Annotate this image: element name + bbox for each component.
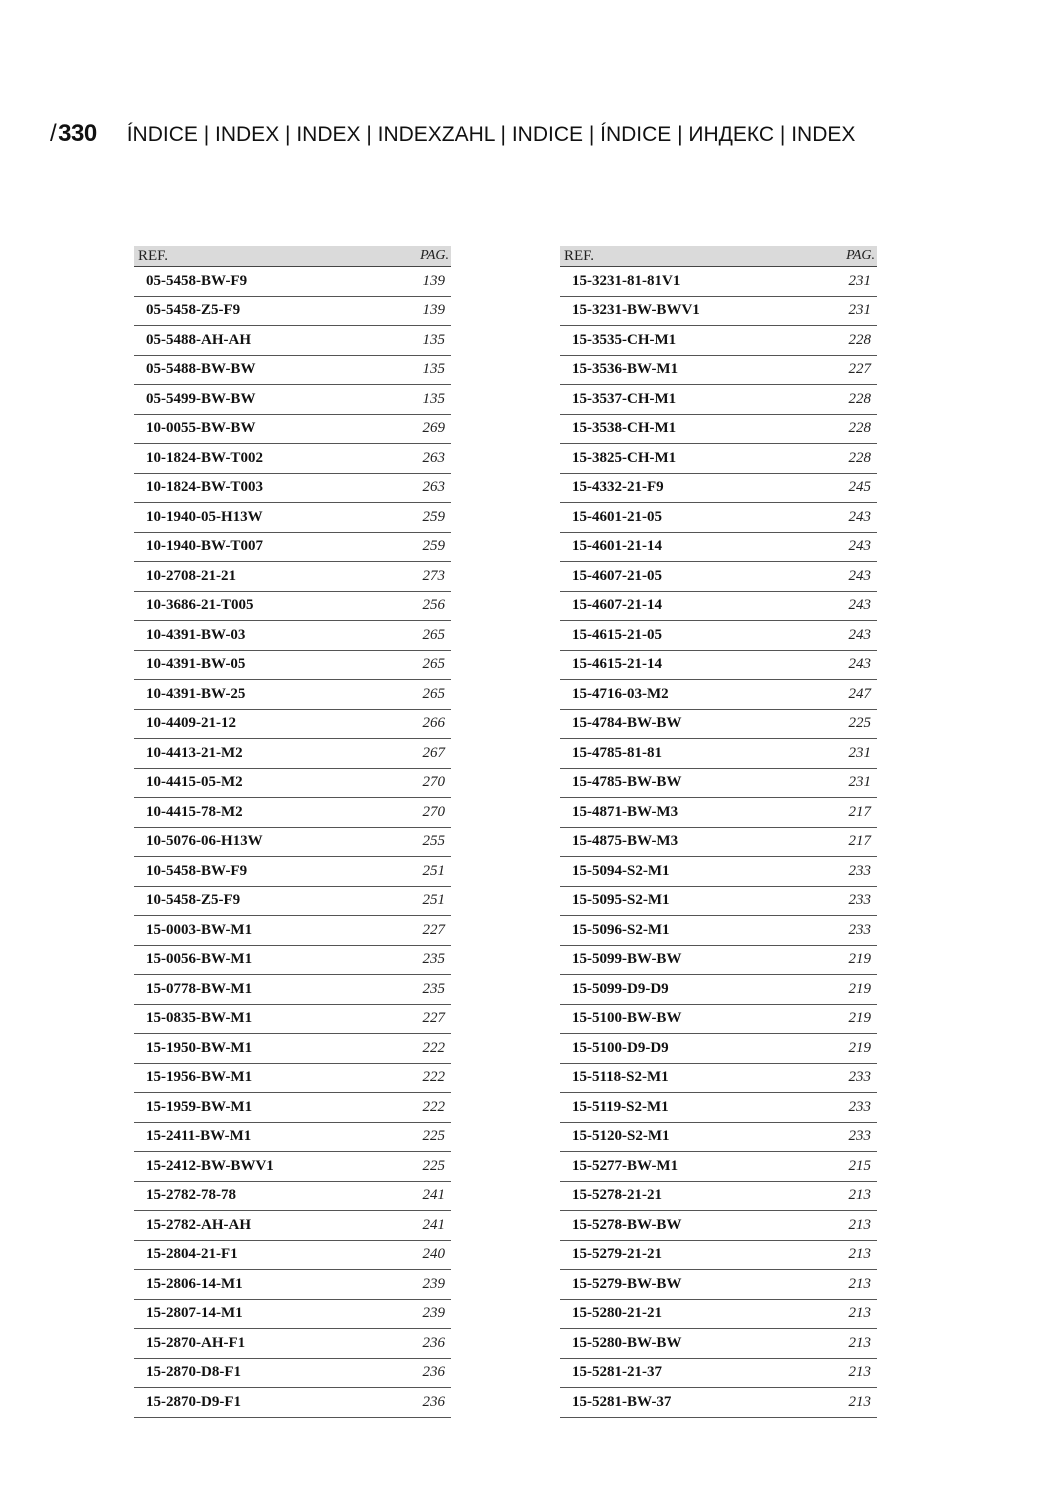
page-ref: 259 <box>422 538 445 555</box>
page-ref: 243 <box>848 597 871 614</box>
ref-code: 15-4615-21-05 <box>572 626 662 643</box>
page-ref: 251 <box>422 862 445 879</box>
page-ref: 243 <box>848 656 871 673</box>
ref-code: 10-3686-21-T005 <box>146 597 254 614</box>
ref-code: 15-4784-BW-BW <box>572 715 682 732</box>
page-ref: 265 <box>422 656 445 673</box>
page-ref: 217 <box>848 803 871 820</box>
page-ref: 243 <box>848 508 871 525</box>
page-ref: 139 <box>422 272 445 289</box>
ref-code: 10-4391-BW-25 <box>146 685 246 702</box>
ref-code: 05-5458-Z5-F9 <box>146 302 241 319</box>
index-row <box>560 1329 877 1359</box>
ref-code: 15-0778-BW-M1 <box>146 980 253 997</box>
ref-code: 15-5279-21-21 <box>572 1246 662 1263</box>
ref-code: 10-0055-BW-BW <box>146 420 256 437</box>
page-ref: 233 <box>848 1128 871 1145</box>
page-ref: 219 <box>848 951 871 968</box>
ref-code: 15-1956-BW-M1 <box>146 1069 253 1086</box>
ref-code: 10-2708-21-21 <box>146 567 236 584</box>
pag-header: PAG. <box>420 248 449 263</box>
page-ref: 225 <box>422 1128 445 1145</box>
index-row <box>560 680 877 710</box>
index-column-right <box>560 246 877 1418</box>
page-ref: 135 <box>422 390 445 407</box>
index-row <box>560 828 877 858</box>
ref-code: 10-4415-78-M2 <box>146 803 243 820</box>
index-row <box>560 562 877 592</box>
index-row <box>134 1270 451 1300</box>
page-ref: 135 <box>422 331 445 348</box>
page-ref: 243 <box>848 538 871 555</box>
page-ref: 236 <box>422 1334 445 1351</box>
index-row <box>134 1329 451 1359</box>
page-ref: 213 <box>848 1275 871 1292</box>
page-ref: 233 <box>848 1098 871 1115</box>
page-ref: 219 <box>848 980 871 997</box>
page-ref: 241 <box>422 1216 445 1233</box>
pag-header: PAG. <box>846 248 875 263</box>
page-ref: 213 <box>848 1393 871 1410</box>
ref-code: 15-5280-BW-BW <box>572 1334 682 1351</box>
ref-code: 15-4716-03-M2 <box>572 685 669 702</box>
column-header <box>560 246 877 267</box>
index-row <box>134 326 451 356</box>
index-row <box>134 1300 451 1330</box>
page-ref: 240 <box>422 1246 445 1263</box>
page-ref: 233 <box>848 921 871 938</box>
ref-code: 15-2870-D8-F1 <box>146 1364 241 1381</box>
index-row <box>560 798 877 828</box>
index-row <box>134 1093 451 1123</box>
index-row <box>134 798 451 828</box>
index-row <box>560 857 877 887</box>
page-ref: 233 <box>848 892 871 909</box>
page-ref: 217 <box>848 833 871 850</box>
index-row <box>134 857 451 887</box>
index-row <box>134 356 451 386</box>
ref-code: 15-5100-D9-D9 <box>572 1039 669 1056</box>
ref-code: 15-5100-BW-BW <box>572 1010 682 1027</box>
index-row <box>560 975 877 1005</box>
index-row <box>134 828 451 858</box>
page-ref: 245 <box>848 479 871 496</box>
index-row <box>134 444 451 474</box>
index-row <box>560 1152 877 1182</box>
page-ref: 227 <box>848 361 871 378</box>
ref-code: 15-2806-14-M1 <box>146 1275 243 1292</box>
page-ref: 270 <box>422 774 445 791</box>
index-row <box>560 1034 877 1064</box>
page-ref: 222 <box>422 1039 445 1056</box>
index-row <box>560 592 877 622</box>
ref-code: 15-4332-21-F9 <box>572 479 664 496</box>
ref-code: 10-4413-21-M2 <box>146 744 243 761</box>
page-ref: 235 <box>422 951 445 968</box>
ref-code: 15-5281-21-37 <box>572 1364 662 1381</box>
column-header <box>134 246 451 267</box>
index-row <box>134 474 451 504</box>
ref-code: 10-1824-BW-T003 <box>146 479 263 496</box>
index-row <box>134 621 451 651</box>
page-ref: 236 <box>422 1393 445 1410</box>
page-ref: 273 <box>422 567 445 584</box>
page-ref: 241 <box>422 1187 445 1204</box>
index-row <box>134 710 451 740</box>
index-row <box>560 326 877 356</box>
page-ref: 213 <box>848 1364 871 1381</box>
index-row <box>134 297 451 327</box>
ref-code: 15-2412-BW-BWV1 <box>146 1157 274 1174</box>
page-ref: 228 <box>848 449 871 466</box>
index-row <box>134 916 451 946</box>
ref-code: 15-4607-21-05 <box>572 567 662 584</box>
ref-code: 15-0003-BW-M1 <box>146 921 253 938</box>
ref-header: REF. <box>138 247 169 264</box>
page-ref: 213 <box>848 1187 871 1204</box>
page-ref: 231 <box>848 744 871 761</box>
ref-code: 10-5458-BW-F9 <box>146 862 248 879</box>
index-row <box>560 1359 877 1389</box>
page-ref: 243 <box>848 567 871 584</box>
index-row <box>560 533 877 563</box>
index-row <box>560 1388 877 1418</box>
page-ref: 236 <box>422 1364 445 1381</box>
index-row <box>134 1005 451 1035</box>
ref-code: 10-4391-BW-05 <box>146 656 246 673</box>
ref-code: 05-5499-BW-BW <box>146 390 256 407</box>
index-row <box>134 739 451 769</box>
page-ref: 227 <box>422 921 445 938</box>
index-row <box>134 533 451 563</box>
ref-code: 10-4415-05-M2 <box>146 774 243 791</box>
page-ref: 233 <box>848 862 871 879</box>
page-ref: 213 <box>848 1334 871 1351</box>
index-row <box>134 1064 451 1094</box>
index-row <box>560 1064 877 1094</box>
page-ref: 135 <box>422 361 445 378</box>
page-number-slash: / <box>50 120 57 147</box>
page-ref: 219 <box>848 1039 871 1056</box>
index-row <box>560 503 877 533</box>
ref-code: 15-2870-D9-F1 <box>146 1393 241 1410</box>
ref-code: 15-2782-AH-AH <box>146 1216 251 1233</box>
page-ref: 233 <box>848 1069 871 1086</box>
index-row <box>560 1182 877 1212</box>
page-ref: 213 <box>848 1305 871 1322</box>
page-ref: 213 <box>848 1246 871 1263</box>
index-row <box>134 267 451 297</box>
ref-code: 10-1940-BW-T007 <box>146 538 263 555</box>
ref-code: 15-5096-S2-M1 <box>572 921 670 938</box>
ref-code: 15-5279-BW-BW <box>572 1275 682 1292</box>
index-row <box>134 887 451 917</box>
index-row <box>560 621 877 651</box>
index-row <box>560 444 877 474</box>
index-row <box>560 1123 877 1153</box>
page-ref: 269 <box>422 420 445 437</box>
index-row <box>134 1388 451 1418</box>
page-ref: 215 <box>848 1157 871 1174</box>
index-row <box>134 503 451 533</box>
page-ref: 247 <box>848 685 871 702</box>
ref-code: 15-4601-21-05 <box>572 508 662 525</box>
index-rows <box>134 267 451 1418</box>
index-row <box>560 887 877 917</box>
page-ref: 231 <box>848 302 871 319</box>
ref-code: 10-1824-BW-T002 <box>146 449 263 466</box>
page-ref: 255 <box>422 833 445 850</box>
page-number-value: 330 <box>58 120 97 147</box>
index-row <box>560 1270 877 1300</box>
ref-code: 15-3538-CH-M1 <box>572 420 677 437</box>
ref-code: 15-5099-BW-BW <box>572 951 682 968</box>
index-row <box>560 267 877 297</box>
index-column-left <box>134 246 451 1418</box>
index-row <box>134 562 451 592</box>
index-row <box>560 297 877 327</box>
page-ref: 235 <box>422 980 445 997</box>
page-number <box>50 120 97 148</box>
index-row <box>134 1152 451 1182</box>
ref-code: 05-5488-AH-AH <box>146 331 251 348</box>
ref-code: 10-5076-06-H13W <box>146 833 263 850</box>
index-row <box>134 1241 451 1271</box>
ref-code: 15-2807-14-M1 <box>146 1305 243 1322</box>
ref-code: 15-5099-D9-D9 <box>572 980 669 997</box>
index-row <box>134 651 451 681</box>
ref-code: 15-4607-21-14 <box>572 597 662 614</box>
ref-code: 15-5118-S2-M1 <box>572 1069 669 1086</box>
index-row <box>134 946 451 976</box>
index-row <box>134 680 451 710</box>
index-row <box>560 474 877 504</box>
ref-code: 15-2411-BW-M1 <box>146 1128 252 1145</box>
ref-code: 15-2804-21-F1 <box>146 1246 238 1263</box>
page-header <box>50 120 855 148</box>
index-row <box>134 769 451 799</box>
page-ref: 239 <box>422 1275 445 1292</box>
page-ref: 265 <box>422 685 445 702</box>
ref-code: 15-2870-AH-F1 <box>146 1334 246 1351</box>
index-row <box>560 769 877 799</box>
index-row <box>560 1241 877 1271</box>
ref-code: 15-3536-BW-M1 <box>572 361 679 378</box>
page-ref: 263 <box>422 479 445 496</box>
index-row <box>134 592 451 622</box>
ref-code: 10-4409-21-12 <box>146 715 236 732</box>
ref-code: 05-5488-BW-BW <box>146 361 256 378</box>
ref-code: 15-4615-21-14 <box>572 656 662 673</box>
index-row <box>560 415 877 445</box>
index-row <box>560 946 877 976</box>
ref-header: REF. <box>564 247 595 264</box>
index-row <box>134 1211 451 1241</box>
page-ref: 251 <box>422 892 445 909</box>
index-row <box>134 1359 451 1389</box>
page-ref: 266 <box>422 715 445 732</box>
page-ref: 231 <box>848 272 871 289</box>
ref-code: 15-5094-S2-M1 <box>572 862 670 879</box>
ref-code: 15-3537-CH-M1 <box>572 390 677 407</box>
ref-code: 15-5278-21-21 <box>572 1187 662 1204</box>
index-row <box>560 1300 877 1330</box>
index-row <box>134 1182 451 1212</box>
index-row <box>560 1093 877 1123</box>
ref-code: 15-1959-BW-M1 <box>146 1098 253 1115</box>
page-ref: 239 <box>422 1305 445 1322</box>
page-ref: 222 <box>422 1098 445 1115</box>
page-ref: 222 <box>422 1069 445 1086</box>
ref-code: 15-5277-BW-M1 <box>572 1157 679 1174</box>
page-ref: 225 <box>422 1157 445 1174</box>
page-ref: 228 <box>848 420 871 437</box>
index-row <box>560 385 877 415</box>
index-row <box>560 710 877 740</box>
page-ref: 243 <box>848 626 871 643</box>
ref-code: 10-1940-05-H13W <box>146 508 263 525</box>
page-ref: 228 <box>848 331 871 348</box>
index-row <box>560 651 877 681</box>
index-row <box>560 356 877 386</box>
index-row <box>560 739 877 769</box>
page-ref: 213 <box>848 1216 871 1233</box>
page-ref: 228 <box>848 390 871 407</box>
index-row <box>134 385 451 415</box>
ref-code: 15-3231-BW-BWV1 <box>572 302 700 319</box>
index-row <box>134 415 451 445</box>
ref-code: 15-4785-BW-BW <box>572 774 682 791</box>
ref-code: 15-5280-21-21 <box>572 1305 662 1322</box>
index-row <box>134 1034 451 1064</box>
page-ref: 265 <box>422 626 445 643</box>
ref-code: 15-4875-BW-M3 <box>572 833 679 850</box>
index-row <box>560 916 877 946</box>
ref-code: 05-5458-BW-F9 <box>146 272 248 289</box>
ref-code: 15-2782-78-78 <box>146 1187 236 1204</box>
page-ref: 256 <box>422 597 445 614</box>
ref-code: 15-4601-21-14 <box>572 538 662 555</box>
page-ref: 139 <box>422 302 445 319</box>
ref-code: 15-0056-BW-M1 <box>146 951 253 968</box>
page-ref: 263 <box>422 449 445 466</box>
page-ref: 270 <box>422 803 445 820</box>
ref-code: 15-3825-CH-M1 <box>572 449 677 466</box>
ref-code: 15-0835-BW-M1 <box>146 1010 253 1027</box>
ref-code: 15-4785-81-81 <box>572 744 662 761</box>
page-ref: 231 <box>848 774 871 791</box>
index-row <box>560 1211 877 1241</box>
index-rows <box>560 267 877 1418</box>
ref-code: 15-3535-CH-M1 <box>572 331 677 348</box>
index-row <box>560 1005 877 1035</box>
index-row <box>134 1123 451 1153</box>
index-row <box>134 975 451 1005</box>
ref-code: 15-5095-S2-M1 <box>572 892 670 909</box>
ref-code: 15-1950-BW-M1 <box>146 1039 253 1056</box>
page-title: ÍNDICE | INDEX | INDEX | INDEXZAHL | INDICE | ÍNDICE | ИНДЕКС | INDEX <box>126 123 856 146</box>
ref-code: 15-4871-BW-M3 <box>572 803 679 820</box>
page-ref: 227 <box>422 1010 445 1027</box>
ref-code: 15-5278-BW-BW <box>572 1216 682 1233</box>
page-ref: 259 <box>422 508 445 525</box>
ref-code: 15-5281-BW-37 <box>572 1393 672 1410</box>
ref-code: 15-3231-81-81V1 <box>572 272 681 289</box>
ref-code: 10-5458-Z5-F9 <box>146 892 241 909</box>
page-ref: 267 <box>422 744 445 761</box>
ref-code: 15-5120-S2-M1 <box>572 1128 670 1145</box>
page-ref: 225 <box>848 715 871 732</box>
page-ref: 219 <box>848 1010 871 1027</box>
ref-code: 15-5119-S2-M1 <box>572 1098 669 1115</box>
ref-code: 10-4391-BW-03 <box>146 626 246 643</box>
